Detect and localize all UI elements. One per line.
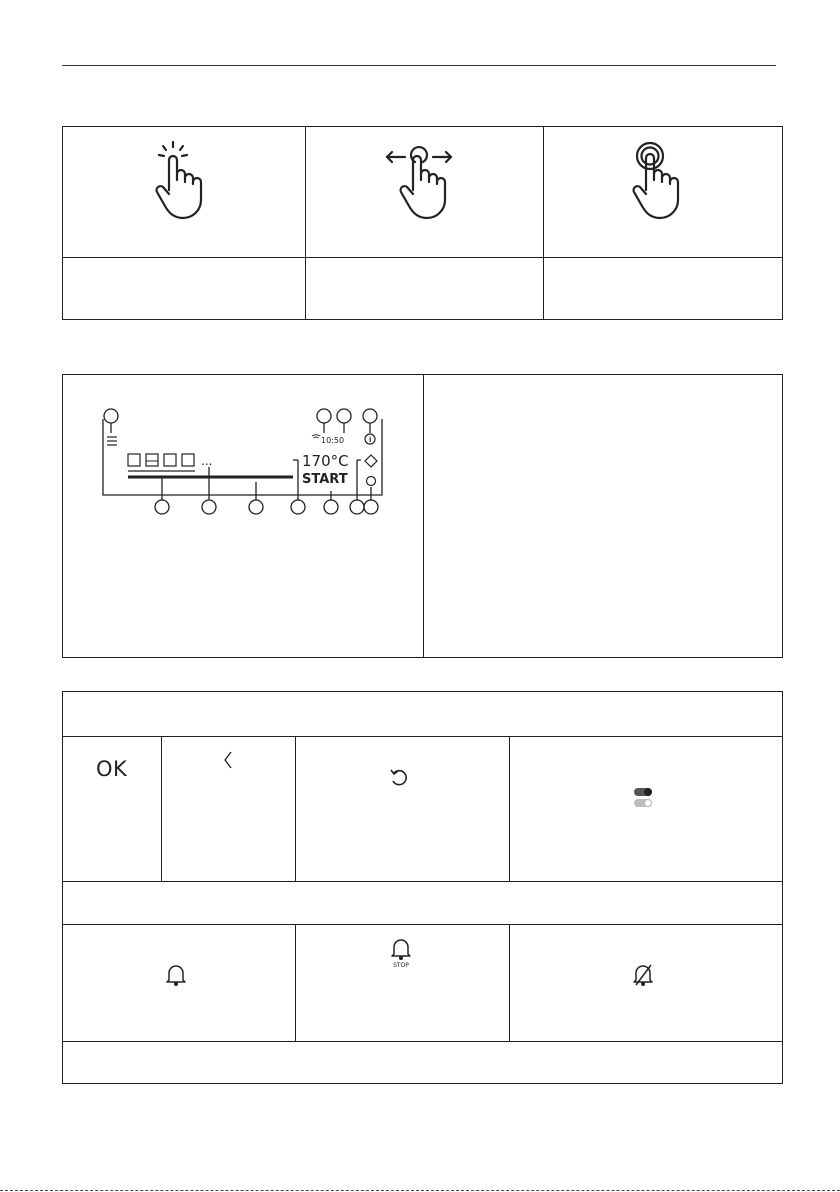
bell-stop-icon — [390, 937, 412, 961]
ok-button-label: OK — [96, 757, 128, 781]
display-illustration — [95, 405, 395, 515]
tap-gesture-icon — [155, 140, 215, 220]
display-temperature: 170°C — [302, 452, 349, 470]
press-hold-gesture-icon — [632, 140, 692, 220]
buttons-table — [62, 691, 783, 1084]
display-dots: ... — [201, 454, 213, 468]
back-chevron-icon — [223, 750, 235, 770]
toggle-switch-icon — [633, 786, 657, 810]
bell-icon — [165, 963, 187, 987]
undo-icon — [388, 767, 410, 789]
wifi-icon — [312, 435, 320, 438]
bell-muted-icon — [632, 963, 654, 987]
top-rule — [62, 65, 776, 66]
display-start: START — [302, 472, 348, 487]
page-edge — [0, 1190, 840, 1191]
swipe-gesture-icon — [385, 140, 455, 220]
display-time: 10:50 — [321, 436, 345, 445]
svg-text:i: i — [369, 436, 372, 444]
bell-stop-label: STOP — [393, 962, 409, 969]
